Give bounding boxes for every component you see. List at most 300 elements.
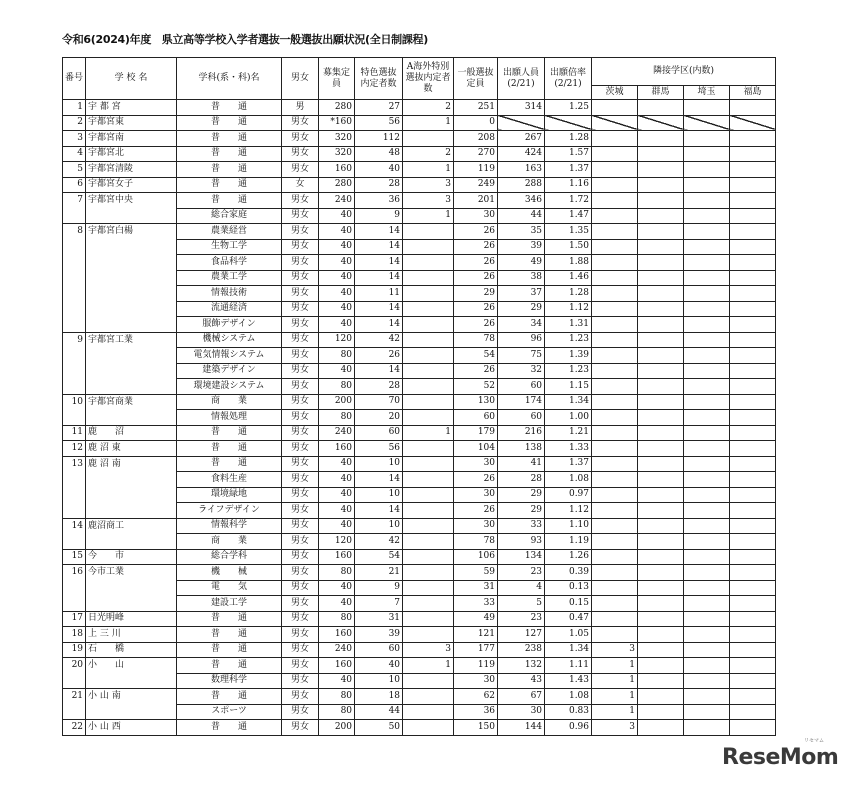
cell-applicants: 60 [498,410,545,426]
cell-gunma [638,487,684,503]
cell-saitama [684,487,730,503]
cell-special: 10 [355,487,403,503]
cell-special: 10 [355,518,403,534]
cell-dept: 生物工学 [177,239,282,255]
cell-saitama [684,286,730,302]
cell-dept: 機 械 [177,565,282,581]
cell-no [63,270,86,286]
header-fukushima: 福島 [730,86,776,100]
cell-fukushima [730,146,776,162]
cell-saitama [684,410,730,426]
cell-dept: 普 通 [177,441,282,457]
cell-gunma [638,658,684,674]
table-row [63,131,776,147]
cell-applicants: 424 [498,146,545,162]
cell-applicants: 163 [498,162,545,178]
cell-saitama [684,131,730,147]
cell-no: 22 [63,720,86,736]
cell-special: 14 [355,255,403,271]
cell-fukushima [730,208,776,224]
cell-no: 12 [63,441,86,457]
table-row [63,162,776,178]
cell-no [63,239,86,255]
cell-gender: 男女 [282,611,319,627]
cell-special: 26 [355,348,403,364]
cell-general: 130 [454,394,498,410]
cell-gunma [638,534,684,550]
cell-general: 54 [454,348,498,364]
cell-saitama [684,565,730,581]
header-general: 一般選抜定員 [454,58,498,100]
cell-gunma [638,673,684,689]
cell-quota: 40 [319,317,355,333]
cell-general: 60 [454,410,498,426]
cell-gender: 男女 [282,332,319,348]
table-row [63,146,776,162]
cell-applicants: 38 [498,270,545,286]
cell-overseas: 1 [403,115,454,131]
cell-special: 48 [355,146,403,162]
cell-general: 30 [454,518,498,534]
cell-quota: 40 [319,503,355,519]
cell-overseas [403,673,454,689]
table-row [63,270,776,286]
cell-school [86,208,177,224]
logo-ruby: リセマム [804,738,824,744]
cell-special: 39 [355,627,403,643]
cell-gender: 男女 [282,270,319,286]
cell-no [63,596,86,612]
cell-saitama [684,394,730,410]
cell-overseas: 1 [403,658,454,674]
cell-dept: 建設工学 [177,596,282,612]
cell-general: 62 [454,689,498,705]
cell-gender: 男女 [282,704,319,720]
cell-special: 56 [355,115,403,131]
cell-fukushima [730,301,776,317]
cell-fukushima [730,689,776,705]
cell-gunma [638,100,684,116]
table-row [63,456,776,472]
cell-ratio: 1.39 [545,348,592,364]
cell-dept: 機械システム [177,332,282,348]
cell-quota: 40 [319,224,355,240]
cell-applicants: 127 [498,627,545,643]
cell-dept: 普 通 [177,689,282,705]
cell-fukushima [730,580,776,596]
cell-overseas [403,239,454,255]
table-row [63,348,776,364]
cell-overseas [403,286,454,302]
cell-gunma [638,131,684,147]
cell-general: 26 [454,239,498,255]
cell-overseas [403,565,454,581]
cell-general: 52 [454,379,498,395]
cell-ibaraki [592,363,638,379]
cell-overseas: 3 [403,193,454,209]
cell-saitama [684,193,730,209]
cell-gender: 男女 [282,549,319,565]
cell-general: 208 [454,131,498,147]
cell-dept: 電気情報システム [177,348,282,364]
cell-special: 14 [355,270,403,286]
cell-ibaraki [592,162,638,178]
cell-no [63,379,86,395]
cell-no [63,348,86,364]
cell-fukushima [730,456,776,472]
cell-saitama [684,658,730,674]
cell-overseas [403,456,454,472]
cell-dept: 普 通 [177,115,282,131]
cell-fukushima [730,596,776,612]
cell-gender: 男女 [282,673,319,689]
cell-gunma [638,441,684,457]
cell-dept: 普 通 [177,100,282,116]
cell-ibaraki [592,193,638,209]
cell-applicants: 32 [498,363,545,379]
cell-fukushima [730,565,776,581]
cell-special: 20 [355,410,403,426]
cell-school: 上 三 川 [86,627,177,643]
header-gunma: 群馬 [638,86,684,100]
cell-ibaraki [592,627,638,643]
cell-gender: 男女 [282,379,319,395]
cell-overseas [403,704,454,720]
cell-gender: 男女 [282,456,319,472]
cell-ratio: 1.26 [545,549,592,565]
cell-general: 201 [454,193,498,209]
cell-fukushima [730,317,776,333]
cell-ibaraki [592,286,638,302]
cell-general: 26 [454,472,498,488]
cell-special: 14 [355,363,403,379]
cell-ibaraki [592,425,638,441]
cell-fukushima [730,503,776,519]
cell-ratio: 0.39 [545,565,592,581]
cell-applicants: 60 [498,379,545,395]
cell-saitama [684,549,730,565]
cell-overseas [403,270,454,286]
cell-special: 14 [355,472,403,488]
cell-school [86,286,177,302]
cell-saitama [684,627,730,643]
cell-school: 小 山 南 [86,689,177,705]
cell-ibaraki [592,239,638,255]
cell-no [63,673,86,689]
cell-gender: 男女 [282,162,319,178]
cell-quota: 40 [319,456,355,472]
cell-school [86,580,177,596]
cell-dept: 情報処理 [177,410,282,426]
cell-quota: 160 [319,658,355,674]
cell-school: 鹿 沼 南 [86,456,177,472]
cell-fukushima [730,193,776,209]
cell-dept: 総合家庭 [177,208,282,224]
cell-school: 鹿 沼 [86,425,177,441]
cell-overseas: 1 [403,208,454,224]
cell-quota: 280 [319,177,355,193]
cell-dept: 情報科学 [177,518,282,534]
cell-school [86,704,177,720]
cell-saitama [684,332,730,348]
cell-ibaraki [592,456,638,472]
cell-fukushima [730,394,776,410]
cell-quota: 160 [319,162,355,178]
cell-school [86,472,177,488]
cell-ratio: 1.11 [545,658,592,674]
cell-school [86,673,177,689]
cell-gunma [638,177,684,193]
table-body [63,100,776,736]
cell-school [86,596,177,612]
cell-ratio: 1.28 [545,286,592,302]
cell-applicants: 216 [498,425,545,441]
cell-fukushima [730,363,776,379]
cell-saitama [684,611,730,627]
table-row [63,534,776,550]
cell-applicants: 35 [498,224,545,240]
header-saitama: 埼玉 [684,86,730,100]
cell-applicants: 49 [498,255,545,271]
cell-dept: 普 通 [177,162,282,178]
cell-applicants: 132 [498,658,545,674]
cell-quota: 240 [319,642,355,658]
cell-dept: 食料生産 [177,472,282,488]
cell-school: 鹿沼商工 [86,518,177,534]
cell-general: 106 [454,549,498,565]
cell-school [86,348,177,364]
cell-dept: 普 通 [177,456,282,472]
cell-special: 54 [355,549,403,565]
cell-ratio: 0.83 [545,704,592,720]
cell-gender: 男女 [282,348,319,364]
cell-gender: 男女 [282,642,319,658]
cell-saitama [684,162,730,178]
cell-no [63,255,86,271]
cell-no: 19 [63,642,86,658]
cell-gender: 男女 [282,503,319,519]
cell-school [86,379,177,395]
cell-applicants: 34 [498,317,545,333]
cell-fukushima [730,611,776,627]
cell-no: 3 [63,131,86,147]
cell-gender: 男女 [282,627,319,643]
cell-overseas [403,131,454,147]
cell-quota: 200 [319,720,355,736]
cell-ratio: 0.47 [545,611,592,627]
cell-ratio: 1.47 [545,208,592,224]
cell-gunma [638,317,684,333]
cell-gender: 男女 [282,596,319,612]
cell-gunma [638,394,684,410]
cell-gunma [638,518,684,534]
cell-overseas [403,720,454,736]
cell-dept: 電 気 [177,580,282,596]
cell-saitama [684,301,730,317]
cell-ibaraki [592,565,638,581]
cell-general: 26 [454,255,498,271]
cell-special: 21 [355,565,403,581]
cell-general: 104 [454,441,498,457]
cell-no [63,363,86,379]
cell-gunma [638,410,684,426]
cell-school: 今市工業 [86,565,177,581]
cell-applicants: 29 [498,487,545,503]
cell-ratio: 0.97 [545,487,592,503]
cell-gender: 男女 [282,410,319,426]
cell-general: 30 [454,487,498,503]
header-ibaraki: 茨城 [592,86,638,100]
cell-gunma [638,208,684,224]
cell-ibaraki [592,301,638,317]
cell-ratio: 1.72 [545,193,592,209]
cell-gunma [638,363,684,379]
cell-no [63,503,86,519]
cell-school [86,270,177,286]
cell-no [63,472,86,488]
cell-general: 0 [454,115,498,131]
table-row [63,224,776,240]
cell-overseas [403,472,454,488]
cell-gunma [638,580,684,596]
table-row [63,704,776,720]
cell-special: 36 [355,193,403,209]
table-row [63,301,776,317]
cell-dept: 商 業 [177,534,282,550]
cell-gunma [638,627,684,643]
cell-overseas [403,394,454,410]
cell-quota: 40 [319,673,355,689]
cell-general: 30 [454,673,498,689]
cell-quota: 40 [319,580,355,596]
cell-ibaraki [592,472,638,488]
cell-dept: 環境緑地 [177,487,282,503]
cell-special: 112 [355,131,403,147]
cell-gunma [638,472,684,488]
document-title: 令和6(2024)年度 県立高等学校入学者選抜一般選抜出願状況(全日制課程) [62,33,428,46]
cell-no: 10 [63,394,86,410]
cell-applicants: 29 [498,301,545,317]
cell-fukushima [730,224,776,240]
cell-ratio: 1.57 [545,146,592,162]
cell-overseas [403,487,454,503]
cell-overseas [403,255,454,271]
cell-fukushima [730,162,776,178]
cell-ibaraki: 3 [592,642,638,658]
cell-overseas [403,580,454,596]
cell-gunma [638,379,684,395]
cell-school: 石 橋 [86,642,177,658]
cell-quota: 80 [319,611,355,627]
cell-school [86,317,177,333]
cell-general: 26 [454,270,498,286]
cell-overseas [403,301,454,317]
cell-applicants: 267 [498,131,545,147]
cell-dept: 流通経済 [177,301,282,317]
cell-no: 14 [63,518,86,534]
applications-table [62,57,776,736]
cell-overseas [403,332,454,348]
cell-saitama [684,255,730,271]
cell-no: 21 [63,689,86,705]
cell-fukushima [730,255,776,271]
cell-saitama [684,317,730,333]
cell-applicants: 37 [498,286,545,302]
cell-ratio: 1.15 [545,379,592,395]
cell-saitama [684,363,730,379]
cell-saitama [684,596,730,612]
header-quota: 募集定員 [319,58,355,100]
cell-ibaraki [592,549,638,565]
header-gender: 男女 [282,58,319,100]
cell-saitama [684,115,730,131]
cell-overseas [403,518,454,534]
cell-ibaraki [592,348,638,364]
cell-ratio: 0.96 [545,720,592,736]
cell-applicants: 288 [498,177,545,193]
cell-ibaraki: 1 [592,704,638,720]
cell-quota: 320 [319,146,355,162]
cell-ratio: 1.25 [545,100,592,116]
cell-gender: 男女 [282,224,319,240]
cell-quota: 40 [319,596,355,612]
cell-special: 14 [355,301,403,317]
cell-fukushima [730,286,776,302]
cell-applicants: 30 [498,704,545,720]
cell-overseas [403,379,454,395]
cell-quota: 40 [319,255,355,271]
cell-special: 42 [355,332,403,348]
table-row [63,100,776,116]
cell-special: 7 [355,596,403,612]
cell-school: 宇都宮清陵 [86,162,177,178]
cell-special: 11 [355,286,403,302]
cell-no [63,301,86,317]
cell-gunma [638,720,684,736]
cell-quota: 240 [319,425,355,441]
cell-gunma [638,162,684,178]
cell-applicants: 44 [498,208,545,224]
cell-fukushima [730,472,776,488]
cell-fukushima [730,720,776,736]
cell-fukushima [730,673,776,689]
table-row [63,689,776,705]
cell-general: 78 [454,332,498,348]
cell-quota: 160 [319,549,355,565]
cell-quota: 40 [319,208,355,224]
cell-applicants: 28 [498,472,545,488]
cell-ibaraki [592,224,638,240]
cell-ibaraki [592,410,638,426]
table-row [63,487,776,503]
table-row [63,332,776,348]
cell-applicants: 67 [498,689,545,705]
header-special: 特色選抜内定者数 [355,58,403,100]
cell-dept: 食品科学 [177,255,282,271]
cell-school: 鹿 沼 東 [86,441,177,457]
cell-applicants: 43 [498,673,545,689]
cell-special: 40 [355,162,403,178]
cell-special: 10 [355,673,403,689]
cell-applicants: 238 [498,642,545,658]
cell-quota: *160 [319,115,355,131]
cell-general: 119 [454,162,498,178]
cell-gunma [638,642,684,658]
cell-general: 150 [454,720,498,736]
cell-special: 28 [355,379,403,395]
cell-overseas [403,317,454,333]
cell-ratio: 1.37 [545,162,592,178]
